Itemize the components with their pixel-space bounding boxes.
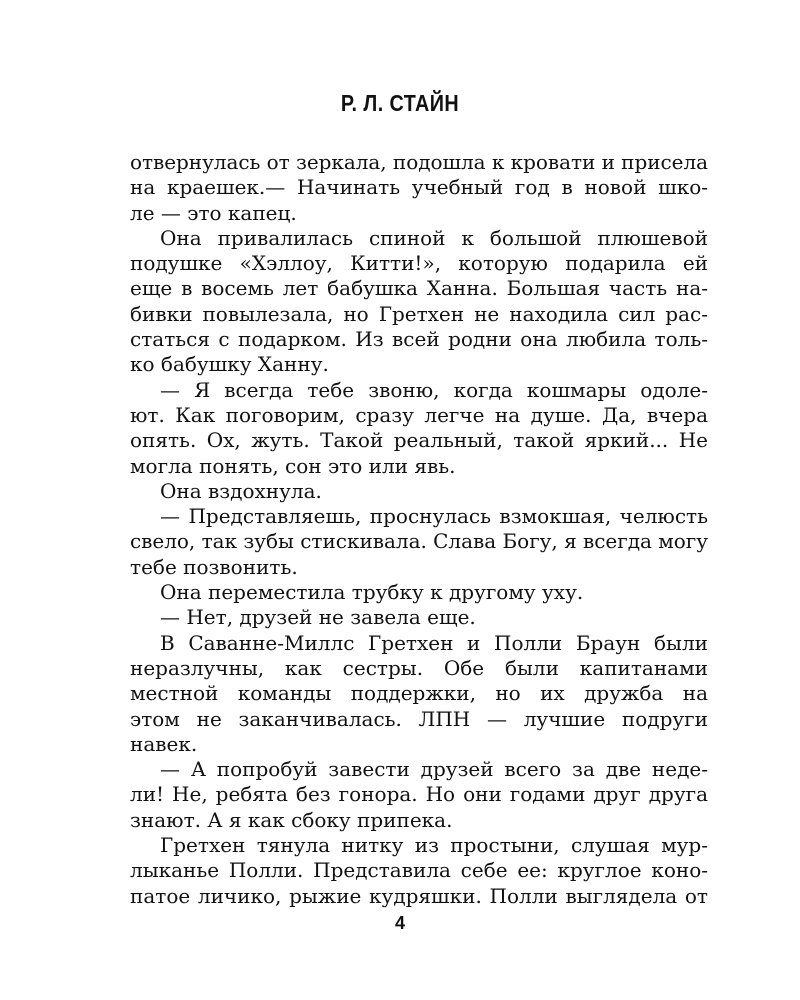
text-line: бивки повылезала, но Гретхен не находила сил рас- — [130, 301, 708, 326]
text-line: знают. А я как сбоку припека. — [130, 807, 453, 832]
text-line: этом не заканчивалась. ЛПН — лучшие подруги — [130, 706, 708, 731]
text-line: Она привалилась спиной к большой плюшевой — [160, 225, 708, 250]
text-line: лыканье Полли. Представила себе ее: круглое коно- — [130, 858, 708, 883]
text-line: еще в восемь лет бабушка Ханна. Большая часть на- — [130, 276, 708, 301]
text-line: отвернулась от зеркала, подошла к кровати и присела — [130, 150, 708, 174]
text-line: Она переместила трубку к другому уху. — [160, 580, 584, 605]
text-line: тебе позвонить. — [130, 554, 298, 579]
text-line: свело, так зубы стискивала. Слава Богу, я всегда могу — [130, 529, 708, 554]
text-line: — Нет, друзей не завела еще. — [160, 605, 476, 630]
running-head: Р. Л. СТАЙН — [340, 90, 460, 116]
body-text — [130, 150, 708, 909]
text-line: местной команды поддержки, но их дружба на — [130, 681, 708, 706]
text-line: опять. Ох, жуть. Такой реальный, такой яркий... Не — [130, 428, 708, 453]
text-line: навек. — [130, 731, 198, 756]
page-number: 4 — [394, 913, 405, 933]
text-line: Она вздохнула. — [160, 478, 322, 503]
text-line: ли! Не, ребята без гонора. Но они годами друг друга — [130, 782, 708, 807]
text-line: на краешек.— Начинать учебный год в новой шко- — [130, 175, 708, 200]
text-line: — А попробуй завести друзей всего за две неде- — [160, 757, 708, 782]
text-line: неразлучны, как сестры. Обе были капитанами — [130, 655, 708, 680]
text-line: подушке «Хэллоу, Китти!», которую подарила ей — [130, 251, 708, 276]
text-line: ко бабушку Ханну. — [130, 352, 329, 377]
text-line: ле — это капец. — [130, 200, 297, 225]
text-line: могла понять, сон это или явь. — [130, 453, 456, 478]
text-line: статься с подарком. Из всей родни она любила толь- — [130, 327, 708, 352]
text-line: патое личико, рыжие кудряшки. Полли выглядела от — [130, 883, 708, 908]
text-line: — Я всегда тебе звоню, когда кошмары одоле- — [160, 377, 708, 402]
text-line: Гретхен тянула нитку из простыни, слушая мур- — [160, 833, 708, 858]
text-line: ют. Как поговорим, сразу легче на душе. Да, вчера — [130, 402, 708, 427]
text-line: В Саванне-Миллс Гретхен и Полли Браун были — [160, 630, 708, 655]
text-line: — Представляешь, проснулась взмокшая, челюсть — [160, 504, 708, 529]
